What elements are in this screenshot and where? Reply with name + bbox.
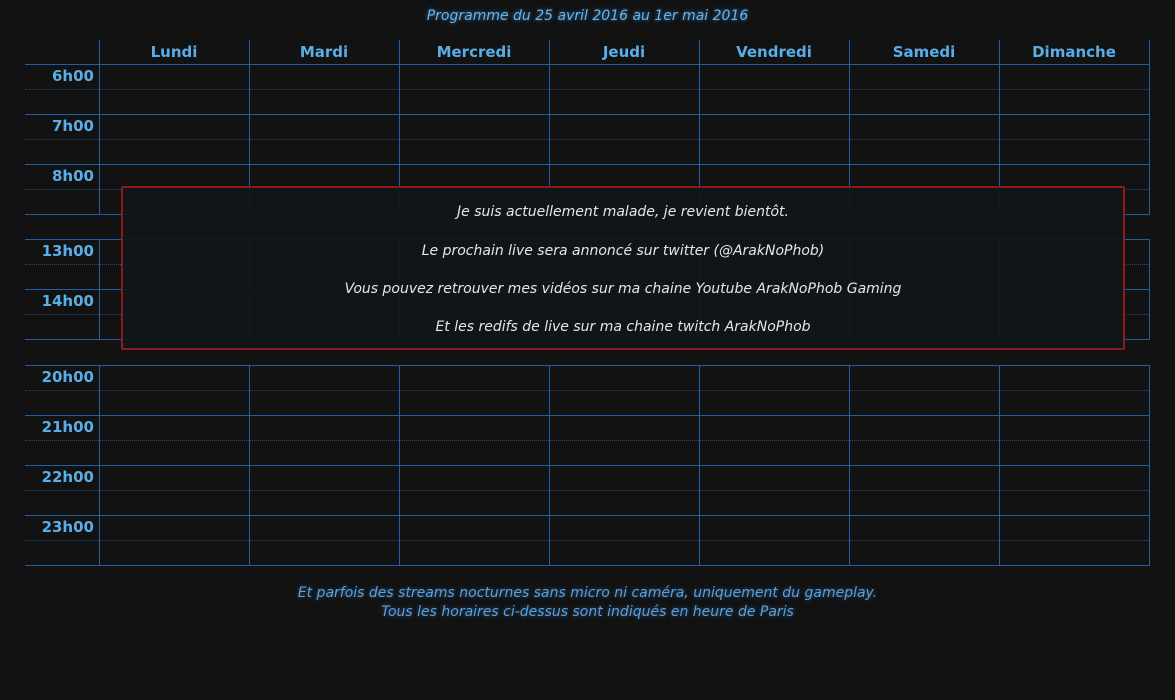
day-header-lundi: Lundi (150, 43, 198, 61)
day-column-divider (1149, 365, 1150, 565)
footer-note-timezone: Tous les horaires ci-dessus sont indiqués en heure de Paris (381, 604, 794, 620)
hour-row-divider (25, 465, 1150, 466)
half-hour-divider (25, 540, 1149, 541)
day-column-divider (549, 365, 550, 565)
hour-row-divider (25, 415, 1150, 416)
hour-label-22h00: 22h00 (41, 468, 94, 486)
day-column-divider (1149, 64, 1150, 214)
half-hour-divider (25, 440, 1149, 441)
day-column-divider (849, 365, 850, 565)
day-header-mercredi: Mercredi (436, 43, 512, 61)
hour-label-20h00: 20h00 (41, 368, 94, 386)
day-column-divider (99, 365, 100, 565)
day-column-divider (999, 365, 1000, 565)
hour-label-6h00: 6h00 (52, 67, 94, 85)
half-hour-divider (25, 490, 1149, 491)
day-column-divider (1149, 239, 1150, 339)
hour-row-divider (25, 365, 1150, 366)
day-header-samedi: Samedi (892, 43, 956, 61)
day-header-dimanche: Dimanche (1032, 43, 1116, 61)
day-column-divider (399, 365, 400, 565)
notice-line-twitch: Et les redifs de live sur ma chaine twitch ArakNoPhob (435, 319, 811, 335)
day-column-divider (99, 239, 100, 339)
hour-label-14h00: 14h00 (41, 292, 94, 310)
hour-row-divider (25, 164, 1150, 165)
hour-label-21h00: 21h00 (41, 418, 94, 436)
hour-label-7h00: 7h00 (52, 117, 94, 135)
half-hour-divider (25, 139, 1149, 140)
footer-note-nocturnal: Et parfois des streams nocturnes sans micro ni caméra, uniquement du gameplay. (297, 585, 878, 601)
notice-line-twitter: Le prochain live sera annoncé sur twitter (@ArakNoPhob) (421, 243, 825, 259)
hour-label-13h00: 13h00 (41, 242, 94, 260)
half-hour-divider (25, 390, 1149, 391)
hour-label-8h00: 8h00 (52, 167, 94, 185)
half-hour-divider (25, 89, 1149, 90)
hour-row-divider (25, 515, 1150, 516)
hour-row-divider (25, 565, 1150, 566)
notice-box (121, 186, 1125, 350)
hour-row-divider (25, 64, 1150, 65)
day-column-divider (699, 365, 700, 565)
notice-line-sick: Je suis actuellement malade, je revient bientôt. (457, 204, 789, 220)
day-header-mardi: Mardi (299, 43, 349, 61)
hour-label-23h00: 23h00 (41, 518, 94, 536)
day-header-jeudi: Jeudi (602, 43, 646, 61)
page-title: Programme du 25 avril 2016 au 1er mai 2016 (426, 8, 749, 24)
day-header-vendredi: Vendredi (736, 43, 812, 61)
notice-line-youtube: Vous pouvez retrouver mes vidéos sur ma chaine Youtube ArakNoPhob Gaming (344, 281, 902, 297)
hour-row-divider (25, 114, 1150, 115)
day-column-divider (249, 365, 250, 565)
day-column-divider (1149, 40, 1150, 64)
